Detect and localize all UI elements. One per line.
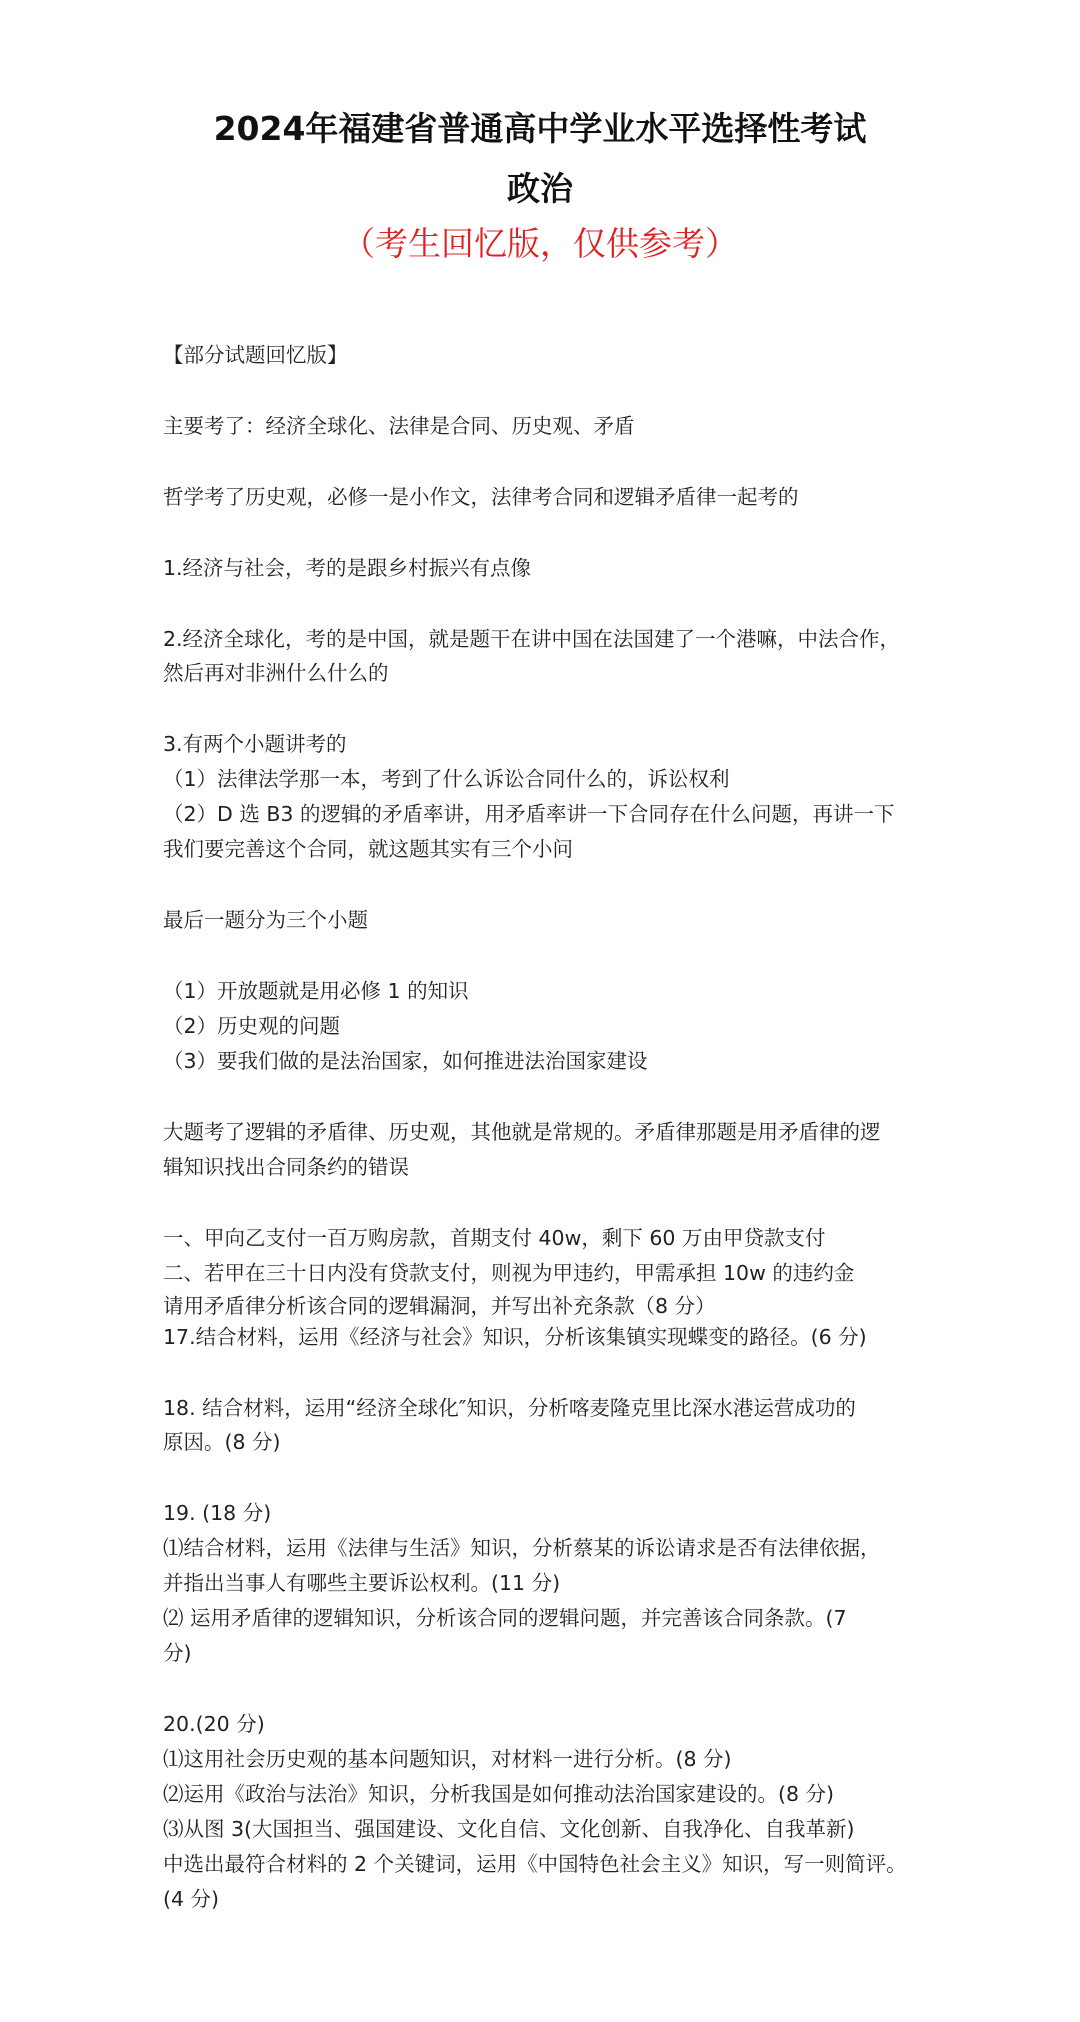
item-3-line-1: 3.有两个小题讲考的: [163, 732, 347, 756]
question-20-part-3-line-3: (4 分): [163, 1887, 220, 1911]
last-question-1: （1）开放题就是用必修 1 的知识: [163, 979, 469, 1003]
question-19-part-1-line-2: 并指出当事人有哪些主要诉讼权利。(11 分): [163, 1571, 561, 1595]
question-20-part-2: ⑵运用《政治与法治》知识，分析我国是如何推动法治国家建设的。(8 分): [163, 1782, 835, 1806]
contract-clause-2: 二、若甲在三十日内没有贷款支付，则视为甲违约，甲需承担 10w 的违约金: [163, 1261, 855, 1285]
question-20-header: 20.(20 分): [163, 1712, 265, 1736]
question-20-part-3-line-2: 中选出最符合材料的 2 个关键词，运用《中国特色社会主义》知识，写一则简评。: [163, 1852, 907, 1876]
recall-note: （考生回忆版，仅供参考）: [342, 224, 738, 263]
item-3-line-4: 我们要完善这个合同，就这题其实有三个小问: [163, 837, 573, 861]
item-3-line-2: （1）法律法学那一本，考到了什么诉讼合同什么的，诉讼权利: [163, 767, 730, 791]
big-question-line-1: 大题考了逻辑的矛盾律、历史观，其他就是常规的。矛盾律那题是用矛盾律的逻: [163, 1120, 881, 1144]
item-2-line-2: 然后再对非洲什么什么的: [163, 661, 389, 685]
question-17: 17.结合材料，运用《经济与社会》知识，分析该集镇实现蝶变的路径。(6 分): [163, 1325, 867, 1349]
question-18-line-1: 18. 结合材料，运用“经济全球化″知识，分析喀麦隆克里比深水港运营成功的: [163, 1396, 856, 1420]
exam-title: 2024年福建省普通高中学业水平选择性考试: [213, 109, 867, 148]
question-20-part-1: ⑴这用社会历史观的基本问题知识，对材料一进行分析。(8 分): [163, 1747, 732, 1771]
item-3-line-3: （2）D 选 B3 的逻辑的矛盾率讲，用矛盾率讲一下合同存在什么问题，再讲一下: [163, 802, 895, 826]
philosophy-line: 哲学考了历史观，必修一是小作文，法律考合同和逻辑矛盾律一起考的: [163, 485, 799, 509]
last-question-2: （2）历史观的问题: [163, 1014, 341, 1038]
last-question-3: （3）要我们做的是法治国家，如何推进法治国家建设: [163, 1049, 648, 1073]
section-label: 【部分试题回忆版】: [163, 343, 348, 367]
question-19-part-2-line-2: 分): [163, 1641, 192, 1665]
summary-line: 主要考了：经济全球化、法律是合同、历史观、矛盾: [163, 414, 635, 438]
question-19-part-1-line-1: ⑴结合材料，运用《法律与生活》知识，分析蔡某的诉讼请求是否有法律依据，: [163, 1536, 881, 1560]
contract-task: 请用矛盾律分析该合同的逻辑漏洞，并写出补充条款（8 分）: [163, 1294, 716, 1318]
question-20-part-3-line-1: ⑶从图 3(大国担当、强国建设、文化自信、文化创新、自我净化、自我革新): [163, 1817, 855, 1841]
big-question-line-2: 辑知识找出合同条约的错误: [163, 1155, 409, 1179]
question-18-line-2: 原因。(8 分): [163, 1430, 281, 1454]
question-19-header: 19. (18 分): [163, 1501, 272, 1525]
last-question-intro: 最后一题分为三个小题: [163, 908, 368, 932]
question-19-part-2-line-1: ⑵ 运用矛盾律的逻辑知识，分析该合同的逻辑问题，并完善该合同条款。(7: [163, 1606, 847, 1630]
subject-title: 政治: [507, 169, 573, 208]
item-2-line-1: 2.经济全球化，考的是中国，就是题干在讲中国在法国建了一个港嘛，中法合作，: [163, 627, 901, 651]
item-1: 1.经济与社会，考的是跟乡村振兴有点像: [163, 556, 532, 580]
contract-clause-1: 一、甲向乙支付一百万购房款，首期支付 40w，剩下 60 万由甲贷款支付: [163, 1226, 826, 1250]
